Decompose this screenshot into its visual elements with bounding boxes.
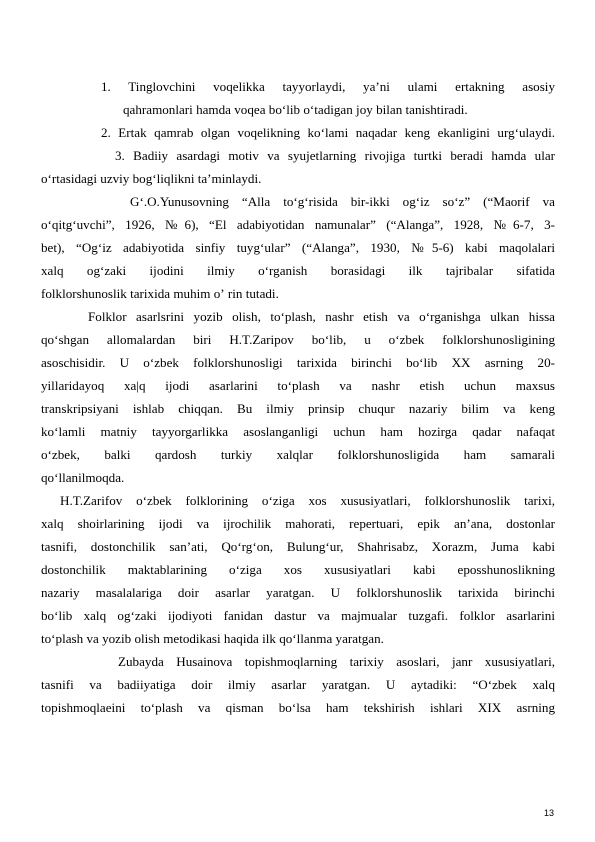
- text-line: bo‘lib xalq og‘zaki ijodiyoti fanidan dastur va majmualar tuzgafi. folklor asarlarini: [41, 608, 555, 623]
- text-line: o‘rtasidagi uzviy bog‘liqlikni ta’minlaydi.: [41, 171, 262, 186]
- text-line: qo‘llanilmoqda.: [41, 470, 125, 485]
- text-line: Zubayda Husainova topishmoqlarning tarixiy asoslari, janr xususiyatlari,: [118, 654, 555, 669]
- text-line: xalq shoirlarining ijodi va ijrochilik mahorati, repertuari, epik an’ana, dostonlar: [41, 516, 555, 531]
- text-line: tasnifi va badiiyatiga doir ilmiy asarlar yaratgan. U aytadiki: “O‘zbek xalq: [41, 677, 555, 692]
- text-line: xalq og‘zaki ijodini ilmiy o‘rganish borasidagi ilk tajribalar sifatida: [41, 263, 555, 278]
- text-line: bet), “Og‘iz adabiyotida sinfiy tuyg‘ular” (“Alanga”, 1930, №5-6) kabi maqolalari: [41, 240, 555, 255]
- text-line: o‘zbek, balki qardosh turkiy xalqlar folklorshunosligida ham samarali: [41, 447, 555, 462]
- text-line: folklorshunoslik tarixida muhim oʼ rin tutadi.: [41, 286, 279, 301]
- text-line: H.T.Zarifov o‘zbek folklorining o‘ziga xos xususiyatlari, folklorshunoslik tarixi,: [60, 493, 555, 508]
- text-line: dostonchilik maktablarining o‘ziga xos xususiyatlari kabi eposshunoslikning: [41, 562, 555, 577]
- text-line: nazariy masalalariga doir asarlar yaratgan. U folklorshunoslik tarixida birinchi: [41, 585, 555, 600]
- page-number: 13: [543, 808, 554, 818]
- text-line: asoschisidir. U o‘zbek folklorshunosligi tarixida birinchi bo‘lib XX asrning 20-: [41, 355, 555, 370]
- text-line: 1. Tinglovchini voqelikka tayyorlaydi, ya’ni ulami ertakning asosiy: [101, 79, 555, 94]
- text-line: ko‘lamli matniy tayyorgarlikka asoslanganligi uchun ham hozirga qadar nafaqat: [41, 424, 555, 439]
- text-line: topishmoqlaeini to‘plash va qisman bo‘lsa ham tekshirish ishlari XIX asrning: [41, 700, 555, 715]
- text-line: qahramonlari hamda voqea bo‘lib o‘tadigan joy bilan tanishtiradi.: [123, 102, 468, 117]
- text-line: tasnifi, dostonchilik san’ati, Qo‘rg‘on, Bulung‘ur, Shahrisabz, Xorazm, Juma kabi: [41, 539, 555, 554]
- text-line: yillaridayoq xa|q ijodi asarlarini to‘plash va nashr etish uchun maxsus: [41, 378, 555, 393]
- text-line: qo‘shgan allomalardan biri H.T.Zaripov bo‘lib, u o‘zbek folklorshunosligining: [41, 332, 555, 347]
- text-line: to‘plash va yozib olish metodikasi haqida ilk qo‘llanma yaratgan.: [41, 631, 384, 646]
- text-line: G‘.O.Yunusovning “Alla to‘g‘risida bir-ikki og‘iz so‘z” (“Maorif va: [130, 194, 555, 209]
- text-line: o‘qitg‘uvchi”, 1926, №6), “El adabiyotidan namunalar” (“Alanga”, 1928, №6-7, 3-: [41, 217, 555, 232]
- text-line: Folklor asarlsrini yozib olish, to‘plash, nashr etish va o‘rganishga ulkan hissa: [88, 309, 555, 324]
- text-line: transkripsiyani ishlab chiqqan. Bu ilmiy prinsip chuqur nazariy bilim va keng: [41, 401, 555, 416]
- text-line: 2. Ertak qamrab olgan voqelikning ko‘lami naqadar keng ekanligini urg‘ulaydi.: [101, 125, 555, 140]
- text-line: 3. Badiiy asardagi motiv va syujetlarning rivojiga turtki beradi hamda ular: [115, 148, 555, 163]
